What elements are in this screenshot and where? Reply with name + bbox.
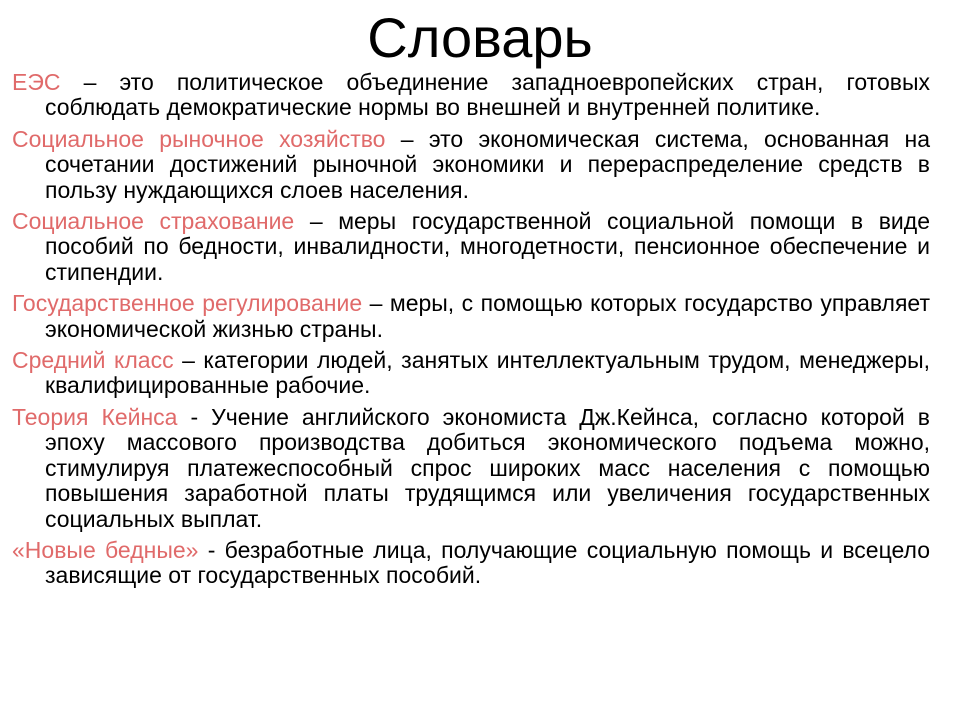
glossary-term: Средний класс xyxy=(12,347,174,374)
glossary-entry xyxy=(12,348,930,399)
glossary-definition: – это экономическая система, основанная на сочетании достижений рыночной экономики и перераспределение средств в пользу нуждающихся слоев населения. xyxy=(45,125,931,203)
glossary-definition: - безработные лица, получающие социальную помощь и всецело зависящие от государственных пособий. xyxy=(45,536,930,589)
slide-title: Словарь xyxy=(367,6,593,69)
glossary-definition: - Учение английского экономиста Дж.Кейнса, согласно которой в эпоху массового производства добиться экономического подъема можно, стимулируя платежеспособный спрос широких масс населения с помощью повышения заработной платы трудящимся или увеличения государственных социальных выплат. xyxy=(45,403,931,532)
glossary-entry xyxy=(12,127,930,203)
glossary-entry xyxy=(12,538,930,589)
glossary-definition: – меры государственной социальной помощи в виде пособий по бедности, инвалидности, многодетности, пенсионное обеспечение и стипендии. xyxy=(45,208,930,285)
glossary-definition: – меры, с помощью которых государство управляет экономической жизнью страны. xyxy=(45,290,930,342)
glossary-definition: – это политическое объединение западноевропейских стран, готовых соблюдать демократические нормы во внешней и внутренней политике. xyxy=(45,69,930,121)
glossary-definition: – категории людей, занятых интеллектуальным трудом, менеджеры, квалифицированные рабочие. xyxy=(45,347,930,399)
glossary-entry xyxy=(12,70,930,121)
glossary-term: «Новые бедные» xyxy=(12,536,199,563)
glossary-list xyxy=(12,70,930,595)
glossary-entry xyxy=(12,405,930,532)
glossary-term: Государственное регулирование xyxy=(12,290,363,317)
glossary-term: Социальное страхование xyxy=(12,208,295,235)
glossary-entry xyxy=(12,291,930,342)
glossary-entry xyxy=(12,209,930,285)
glossary-term: Социальное рыночное хозяйство xyxy=(12,125,386,152)
glossary-term: ЕЭС xyxy=(12,69,61,95)
glossary-term: Теория Кейнса xyxy=(12,403,178,430)
